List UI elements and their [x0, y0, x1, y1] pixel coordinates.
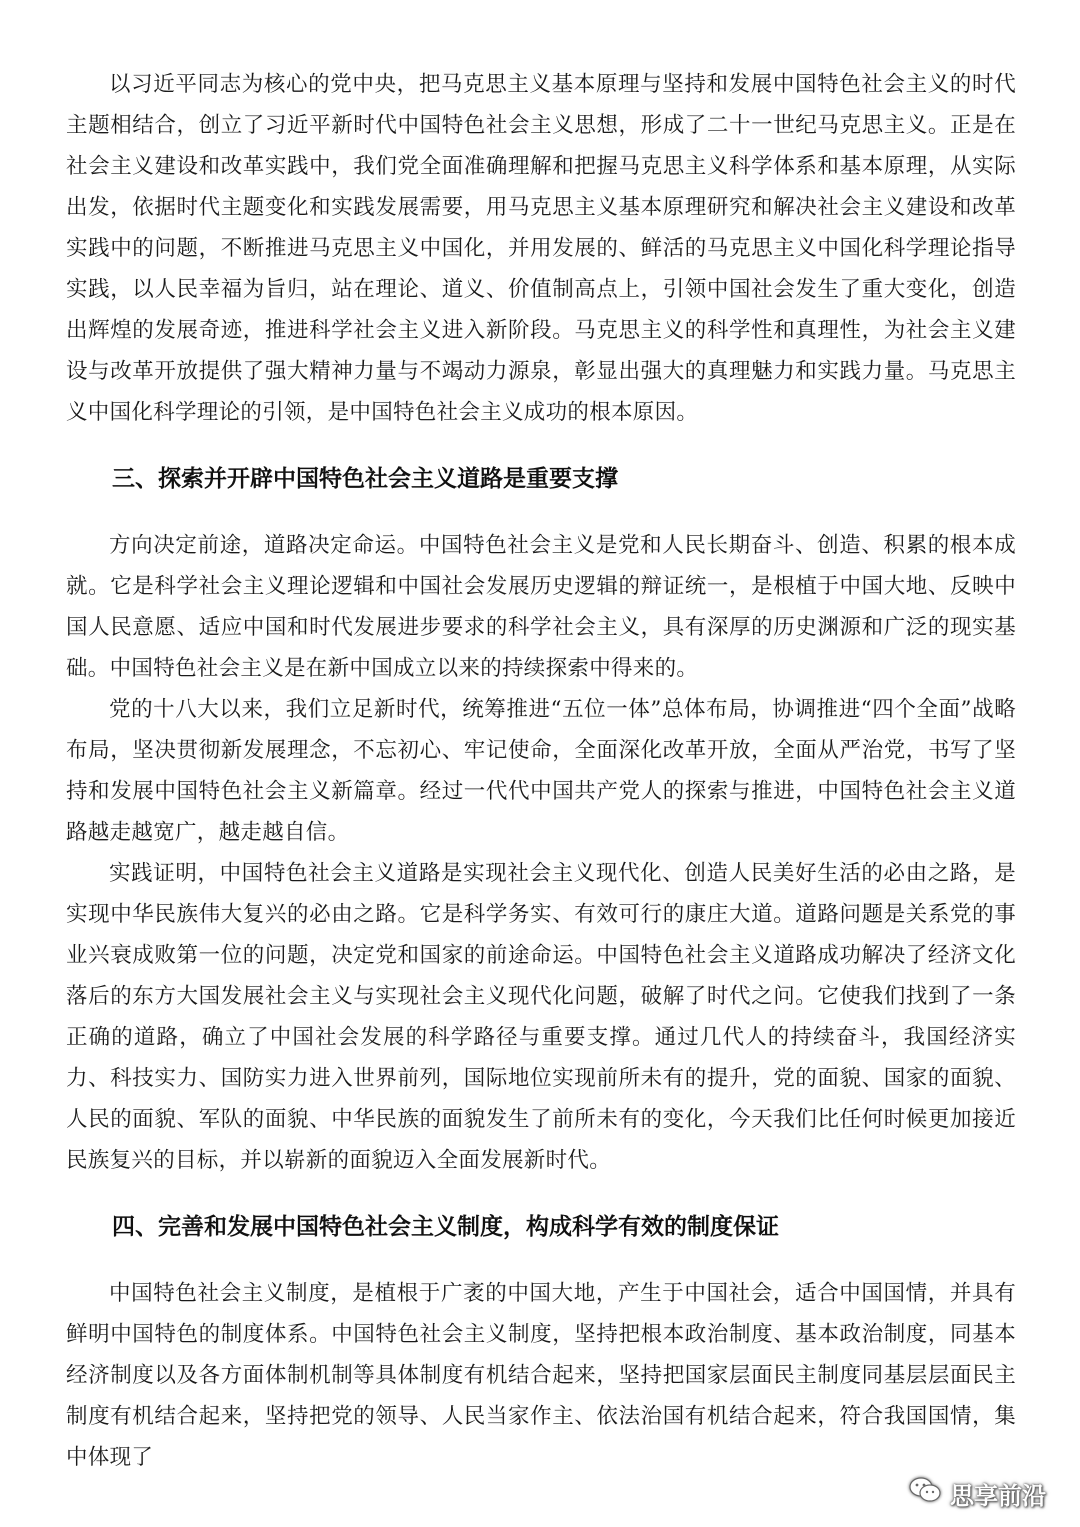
paragraph-5: 中国特色社会主义制度，是植根于广袤的中国大地，产生于中国社会，适合中国国情，并具有鲜明中国特色的制度体系。中国特色社会主义制度，坚持把根本政治制度、基本政治制度，同基本经济制度以及各方面体制机制等具体制度有机结合起来，坚持把国家层面民主制度同基层层面民主制度有机结合起来，坚持把党的领导、人民当家作主、依法治国有机结合起来，符合我国国情，集中体现了	[66, 1281, 1016, 1470]
paragraph-1: 以习近平同志为核心的党中央，把马克思主义基本原理与坚持和发展中国特色社会主义的时代主题相结合，创立了习近平新时代中国特色社会主义思想，形成了二十一世纪马克思主义。正是在社会主义建设和改革实践中，我们党全面准确理解和把握马克思主义科学体系和基本原理，从实际出发，依据时代主题变化和实践发展需要，用马克思主义基本原理研究和解决社会主义建设和改革实践中的问题，不断推进马克思主义中国化，并用发展的、鲜活的马克思主义中国化科学理论指导实践，以人民幸福为旨归，站在理论、道义、价值制高点上，引领中国社会发生了重大变化，创造出辉煌的发展奇迹，推进科学社会主义进入新阶段。马克思主义的科学性和真理性，为社会主义建设与改革开放提供了强大精神力量与不竭动力源泉，彰显出强大的真理魅力和实践力量。马克思主义中国化科学理论的引领，是中国特色社会主义成功的根本原因。	[66, 72, 1016, 425]
section-heading-3: 三、探索并开辟中国特色社会主义道路是重要支撑	[112, 466, 618, 492]
section-heading-4: 四、完善和发展中国特色社会主义制度，构成科学有效的制度保证	[112, 1214, 779, 1240]
wechat-icon	[908, 1475, 942, 1511]
article-body	[66, 64, 1016, 1478]
source-watermark	[908, 1475, 1046, 1511]
paragraph-3: 党的十八大以来，我们立足新时代，统筹推进“五位一体”总体布局，协调推进“四个全面”战略布局，坚决贯彻新发展理念，不忘初心、牢记使命，全面深化改革开放，全面从严治党，书写了坚持和发展中国特色社会主义新篇章。经过一代代中国共产党人的探索与推进，中国特色社会主义道路越走越宽广，越走越自信。	[66, 697, 1016, 845]
paragraph-2: 方向决定前途，道路决定命运。中国特色社会主义是党和人民长期奋斗、创造、积累的根本成就。它是科学社会主义理论逻辑和中国社会发展历史逻辑的辩证统一，是根植于中国大地、反映中国人民意愿、适应中国和时代发展进步要求的科学社会主义，具有深厚的历史渊源和广泛的现实基础。中国特色社会主义是在新中国成立以来的持续探索中得来的。	[66, 533, 1016, 681]
watermark-label: 思享前沿	[950, 1481, 1046, 1510]
paragraph-4: 实践证明，中国特色社会主义道路是实现社会主义现代化、创造人民美好生活的必由之路，是实现中华民族伟大复兴的必由之路。它是科学务实、有效可行的康庄大道。道路问题是关系党的事业兴衰成败第一位的问题，决定党和国家的前途命运。中国特色社会主义道路成功解决了经济文化落后的东方大国发展社会主义与实现社会主义现代化问题，破解了时代之问。它使我们找到了一条正确的道路，确立了中国社会发展的科学路径与重要支撑。通过几代人的持续奋斗，我国经济实力、科技实力、国防实力进入世界前列，国际地位实现前所未有的提升，党的面貌、国家的面貌、人民的面貌、军队的面貌、中华民族的面貌发生了前所未有的变化，今天我们比任何时候更加接近民族复兴的目标，并以崭新的面貌迈入全面发展新时代。	[66, 861, 1016, 1173]
